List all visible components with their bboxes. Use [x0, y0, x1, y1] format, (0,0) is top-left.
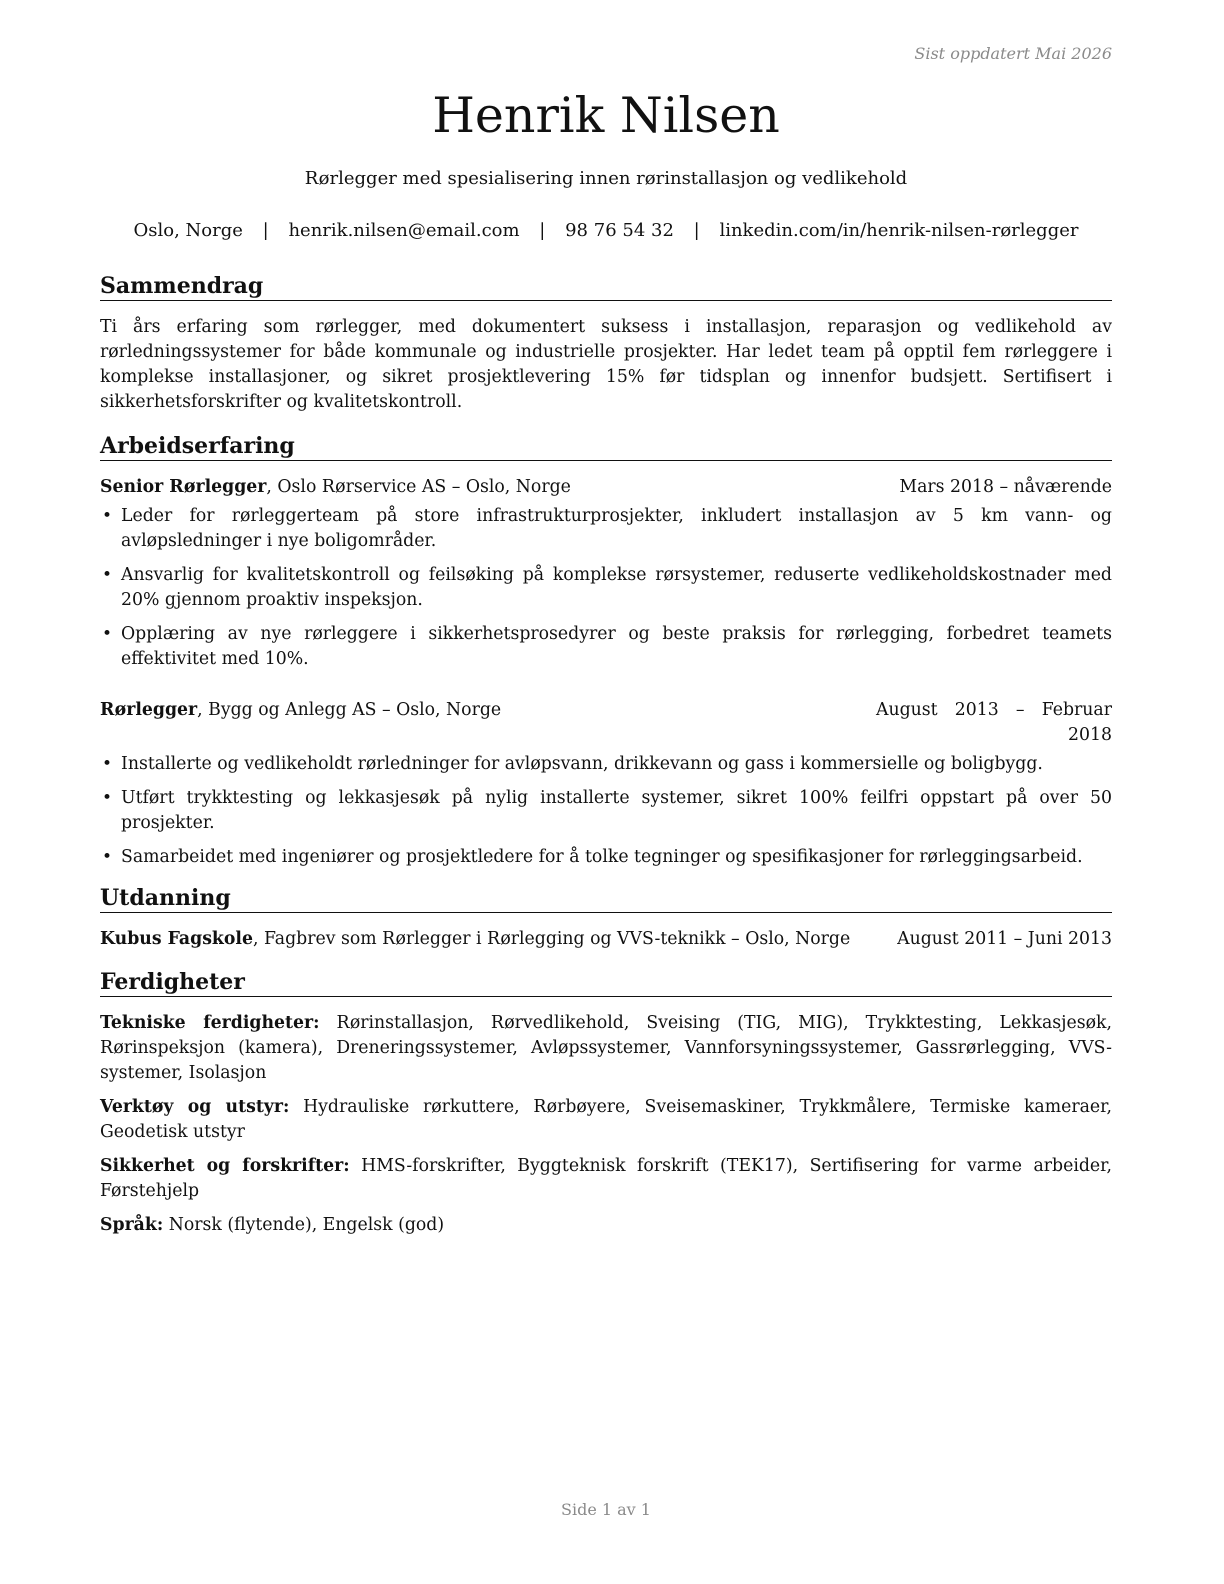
- skill-row: [100, 1095, 1112, 1145]
- education-dates: August 2011 – Juni 2013: [897, 929, 1112, 949]
- section-title-summary: Sammendrag: [100, 272, 1112, 301]
- job-bullets: [100, 752, 1112, 870]
- bullet-icon: •: [102, 754, 113, 774]
- section-title-skills: Ferdigheter: [100, 968, 1112, 997]
- bullet-item: • Utført trykktesting og lekkasjesøk på nylig installerte systemer, sikret 100% feilfri oppstart på over 50 prosjekter.: [102, 788, 1112, 833]
- job-entry: [100, 475, 1112, 672]
- resume-content: [100, 272, 1112, 1247]
- job-company: , Oslo Rørservice AS – Oslo, Norge: [266, 477, 571, 497]
- contact-line: [100, 218, 1112, 244]
- skill-value: Hydrauliske rørkuttere, Rørbøyere, Sveisemaskiner, Trykkmålere, Termiske kameraer, Geodetisk utstyr: [100, 1097, 1112, 1142]
- headline: Rørlegger med spesialisering innen rørinstallasjon og vedlikehold: [304, 168, 908, 189]
- bullet-icon: •: [102, 506, 113, 526]
- bullet-icon: •: [102, 788, 113, 808]
- job-role: Rørlegger: [100, 700, 198, 720]
- skill-row: [100, 1213, 1112, 1238]
- job-header: [100, 698, 1112, 748]
- skill-label: Språk:: [100, 1215, 164, 1235]
- contact-separator: |: [693, 220, 700, 241]
- contact-linkedin[interactable]: linkedin.com/in/henrik-nilsen-rørlegger: [719, 220, 1079, 241]
- candidate-name: Henrik Nilsen: [432, 87, 780, 144]
- contact-email[interactable]: henrik.nilsen@email.com: [288, 220, 520, 241]
- job-entry: [100, 698, 1112, 870]
- contact-location: Oslo, Norge: [133, 220, 243, 241]
- job-dates: Mars 2018 – nåværende: [899, 477, 1112, 497]
- education-entry: [100, 927, 1112, 952]
- bullet-item: • Installerte og vedlikeholdt rørledninger for avløpsvann, drikkevann og gass i kommersielle og boligbygg.: [100, 752, 1112, 777]
- bullet-icon: •: [102, 565, 113, 585]
- contact-separator: |: [262, 220, 269, 241]
- resume-page: [100, 0, 1112, 1584]
- page-number: Side 1 av 1: [561, 1500, 651, 1519]
- bullet-icon: •: [102, 847, 113, 867]
- summary-text: Ti års erfaring som rørlegger, med dokumentert suksess i installasjon, reparasjon og vedlikehold av rørledningssystemer for både kommunale og industrielle prosjekter. Har ledet team på opptil fem rørleggere i komplekse installasjoner, og sikret prosjektlevering 15% før tidsplan og innenfor budsjett. Sertifisert i sikkerhetsforskrifter og kvalitetskontroll.: [100, 317, 1112, 412]
- job-role: Senior Rørlegger: [100, 477, 267, 497]
- skills-list: [100, 1011, 1112, 1238]
- bullet-item: • Samarbeidet med ingeniører og prosjektledere for å tolke tegninger og spesifikasjoner for rørleggingsarbeid.: [100, 845, 1112, 870]
- contact-phone: 98 76 54 32: [565, 220, 674, 241]
- bullet-icon: •: [102, 624, 113, 644]
- job-dates: August 2013 – Februar 2018: [876, 700, 1112, 745]
- skill-value: Rørinstallasjon, Rørvedlikehold, Sveising (TIG, MIG), Trykktesting, Lekkasjesøk, Rørinspeksjon (kamera), Dreneringssystemer, Avløpssystemer, Vannforsyningssystemer, Gassrørlegging, VVS-systemer, Isolasjon: [100, 1013, 1112, 1083]
- job-company: , Bygg og Anlegg AS – Oslo, Norge: [197, 700, 502, 720]
- bullet-item: • Leder for rørleggerteam på store infrastrukturprosjekter, inkludert installasjon av 5 km vann- og avløpsledninger i nye boligområder.: [102, 506, 1112, 551]
- contact-separator: |: [539, 220, 546, 241]
- skill-label: Verktøy og utstyr:: [100, 1097, 290, 1117]
- bullet-item: • Opplæring av nye rørleggere i sikkerhetsprosedyrer og beste praksis for rørlegging, forbedret teamets effektivitet med 10%.: [102, 624, 1112, 669]
- section-title-education: Utdanning: [100, 884, 1112, 913]
- education-school: Kubus Fagskole: [100, 929, 253, 949]
- skill-row: [100, 1011, 1112, 1086]
- skill-row: [100, 1154, 1112, 1204]
- skill-value: HMS-forskrifter, Byggteknisk forskrift (TEK17), Sertifisering for varme arbeider, Førstehjelp: [100, 1156, 1112, 1201]
- section-title-experience: Arbeidserfaring: [100, 432, 1112, 461]
- education-detail: , Fagbrev som Rørlegger i Rørlegging og VVS-teknikk – Oslo, Norge: [253, 929, 851, 949]
- bullet-item: • Ansvarlig for kvalitetskontroll og feilsøking på komplekse rørsystemer, reduserte vedlikeholdskostnader med 20% gjennom proaktiv inspeksjon.: [102, 565, 1112, 610]
- skill-label: Tekniske ferdigheter:: [100, 1013, 320, 1033]
- skill-label: Sikkerhet og forskrifter:: [100, 1156, 350, 1176]
- skill-value: Norsk (flytende), Engelsk (god): [163, 1215, 445, 1235]
- last-updated: Sist oppdatert Mai 2026: [914, 44, 1112, 63]
- job-bullets: [100, 504, 1112, 672]
- job-header: [100, 475, 1112, 500]
